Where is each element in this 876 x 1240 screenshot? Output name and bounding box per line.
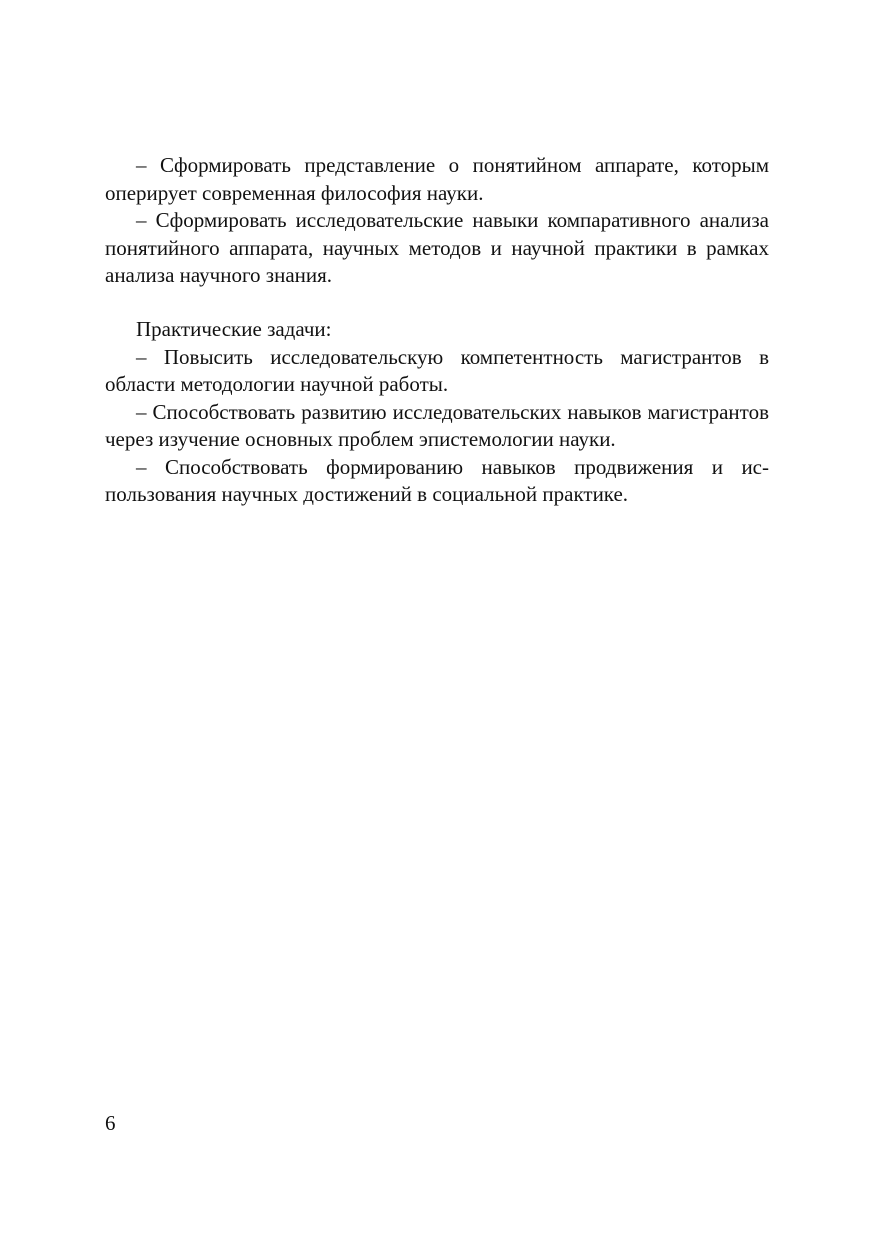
practical-tasks-heading: Практические задачи:	[136, 317, 332, 341]
task-paragraph-1: – Повысить исследовательскую компетентность магистрантов в области методологии научной работы.	[105, 344, 769, 396]
page-number: 6	[105, 1111, 116, 1135]
task-paragraph-3: – Способствовать формированию навыков продвижения и использования научных достижений в социальной практике.	[105, 454, 769, 506]
goals-block	[105, 152, 769, 290]
practical-tasks-block	[105, 316, 769, 509]
goal-paragraph-1: – Сформировать представление о понятийном аппарате, которым оперирует современная философия науки.	[105, 153, 769, 205]
goal-paragraph-2: – Сформировать исследовательские навыки компаративного анализа понятийного аппарата, научных методов и научной практики в рамках анализа научного знания.	[105, 208, 769, 287]
task-paragraph-2: – Способствовать развитию исследовательских навыков магистрантов через изучение основных проблем эпистемологии науки.	[105, 399, 769, 451]
